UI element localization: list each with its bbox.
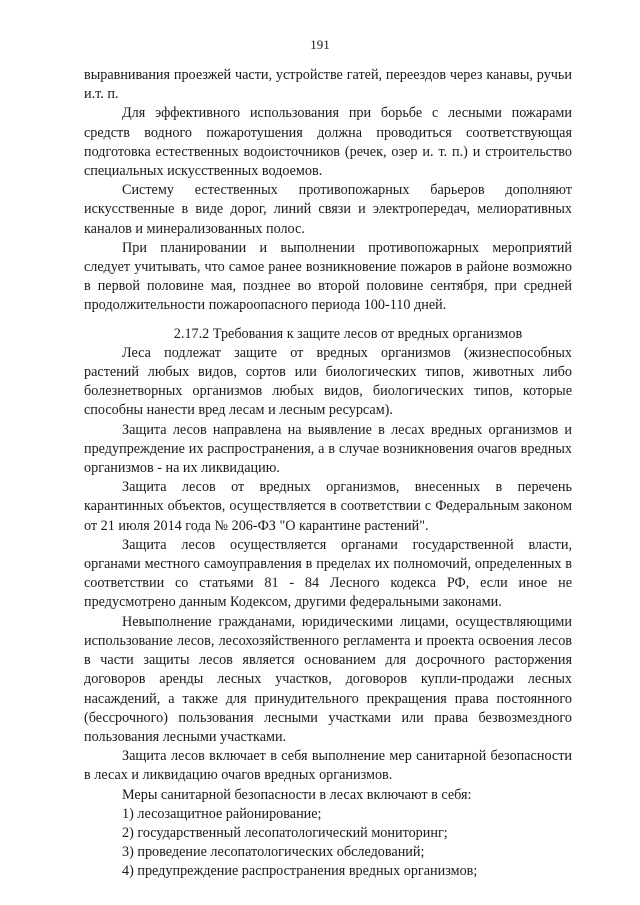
paragraph: Защита лесов осуществляется органами государственной власти, органами местного самоуправления в пределах их полномочий, определенных в соответствии со статьями 81 - 84 Лесного кодекса РФ, если иное не предусмотрено данным Кодексом, другими федеральными законами. bbox=[84, 536, 572, 611]
list-item: 4) предупреждение распространения вредных организмов; bbox=[122, 863, 478, 880]
paragraph: При планировании и выполнении противопожарных мероприятий следует учитывать, что самое ранее возникновение пожаров в районе возможно в первой половине мая, позднее во второй половине сентября, при средней продолжительности пожароопасного периода 100-110 дней. bbox=[84, 239, 572, 314]
list-item: 3) проведение лесопатологических обследований; bbox=[122, 844, 425, 861]
paragraph: Для эффективного использования при борьбе с лесными пожарами средств водного пожаротушения должна проводиться соответствующая подготовка естественных водоисточников (речек, озер и. т. п.) и строительство специальных искусственных водоемов. bbox=[84, 105, 572, 180]
paragraph: Систему естественных противопожарных барьеров дополняют искусственные в виде дорог, линий связи и электропередач, мелиоративных каналов и минерализованных полос. bbox=[84, 182, 572, 237]
paragraph: Меры санитарной безопасности в лесах включают в себя: bbox=[122, 786, 472, 803]
paragraph: Защита лесов включает в себя выполнение мер санитарной безопасности в лесах и ликвидацию очагов вредных организмов. bbox=[84, 748, 572, 784]
paragraph: Защита лесов от вредных организмов, внесенных в перечень карантинных объектов, осуществляется в соответствии с Федеральным законом от 21 июля 2014 года № 206-ФЗ "О карантине растений". bbox=[84, 479, 572, 534]
paragraph: Леса подлежат защите от вредных организмов (жизнеспособных растений любых видов, сортов или биологических типов, животных либо болезнетворных организмов любых видов, биологических типов, которые способны нанести вред лесам и лесным ресурсам). bbox=[84, 344, 572, 419]
page-number: 191 bbox=[310, 37, 330, 52]
list-item: 2) государственный лесопатологический мониторинг; bbox=[122, 824, 448, 841]
document-body bbox=[84, 66, 572, 882]
paragraph: выравнивания проезжей части, устройстве гатей, переездов через канавы, ручьи и.т. п. bbox=[84, 67, 572, 103]
list-item: 1) лесозащитное районирование; bbox=[122, 805, 322, 822]
paragraph: Защита лесов направлена на выявление в лесах вредных организмов и предупреждение их распространения, а в случае возникновения очагов вредных организмов - на их ликвидацию. bbox=[84, 421, 572, 477]
section-heading: 2.17.2 Требования к защите лесов от вредных организмов bbox=[173, 325, 523, 342]
paragraph: Невыполнение гражданами, юридическими лицами, осуществляющими использование лесов, лесохозяйственного регламента и проекта освоения лесов в части защиты лесов является основанием для досрочного расторжения договоров аренды лесных участков, договоров купли-продажи лесных насаждений, а также для принудительного прекращения права постоянного (бессрочного) пользования лесными участками или права безвозмездного пользования лесными участками. bbox=[84, 613, 572, 745]
